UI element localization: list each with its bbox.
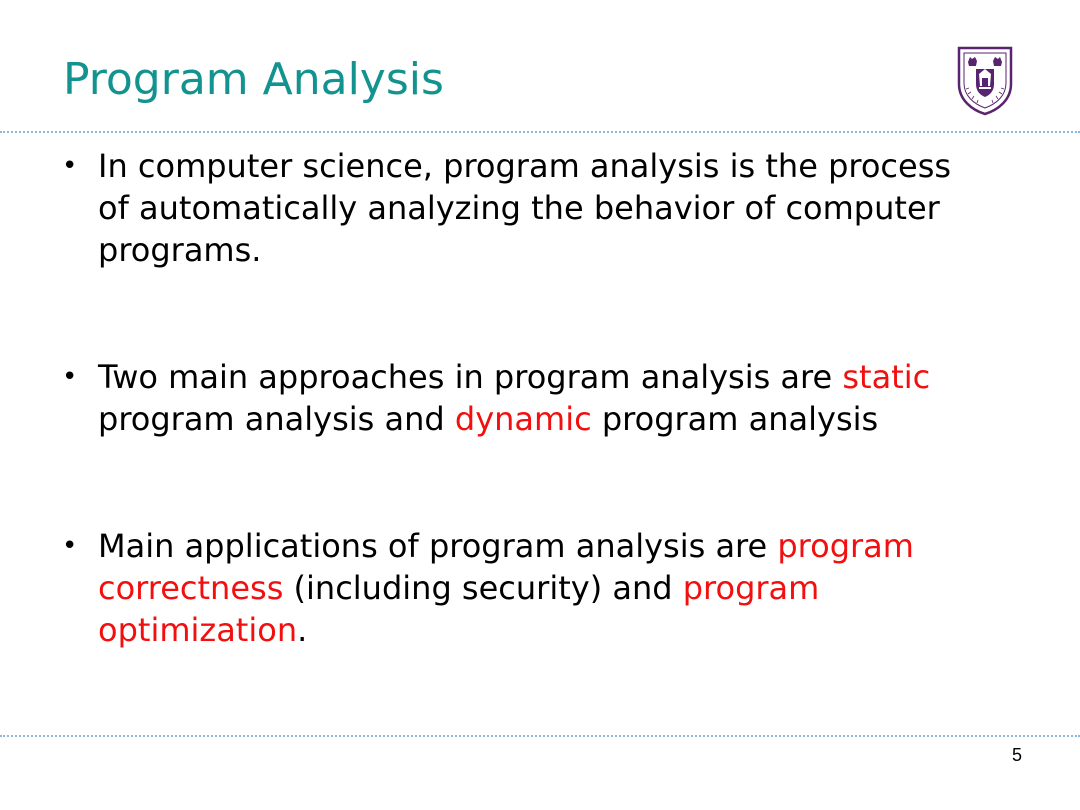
slide-title: Program Analysis (63, 54, 444, 105)
emphasis-program-optimization: program optimization (98, 569, 820, 649)
bullet-2-text-intro: Two main approaches in program analysis are (98, 358, 843, 396)
bullet-list (60, 145, 990, 651)
emphasis-dynamic: dynamic (454, 400, 592, 438)
bullet-item-definition (60, 145, 990, 271)
emphasis-program-correctness: program correctness (98, 527, 914, 607)
bullet-2-text-middle: program analysis and (98, 400, 455, 438)
bullet-dot-icon: • (62, 362, 78, 392)
title-divider-line (0, 131, 1080, 133)
bullet-2-text-end: program analysis (591, 400, 879, 438)
bullet-dot-icon: • (62, 151, 78, 181)
bullet-item-applications (60, 525, 1028, 651)
bullet-3-text-middle: (including security) and (283, 569, 683, 607)
bullet-item-approaches (60, 356, 990, 440)
footer-divider-line (0, 735, 1080, 737)
bullet-3-text-intro: Main applications of program analysis are (98, 527, 778, 565)
university-crest-icon (955, 44, 1015, 116)
page-number: 5 (1011, 745, 1022, 765)
bullet-1-text: In computer science, program analysis is the process of automatically analyzing the behavior of computer programs. (98, 147, 952, 269)
bullet-dot-icon: • (62, 531, 78, 561)
bullet-3-text-end: . (297, 611, 308, 649)
emphasis-static: static (842, 358, 931, 396)
